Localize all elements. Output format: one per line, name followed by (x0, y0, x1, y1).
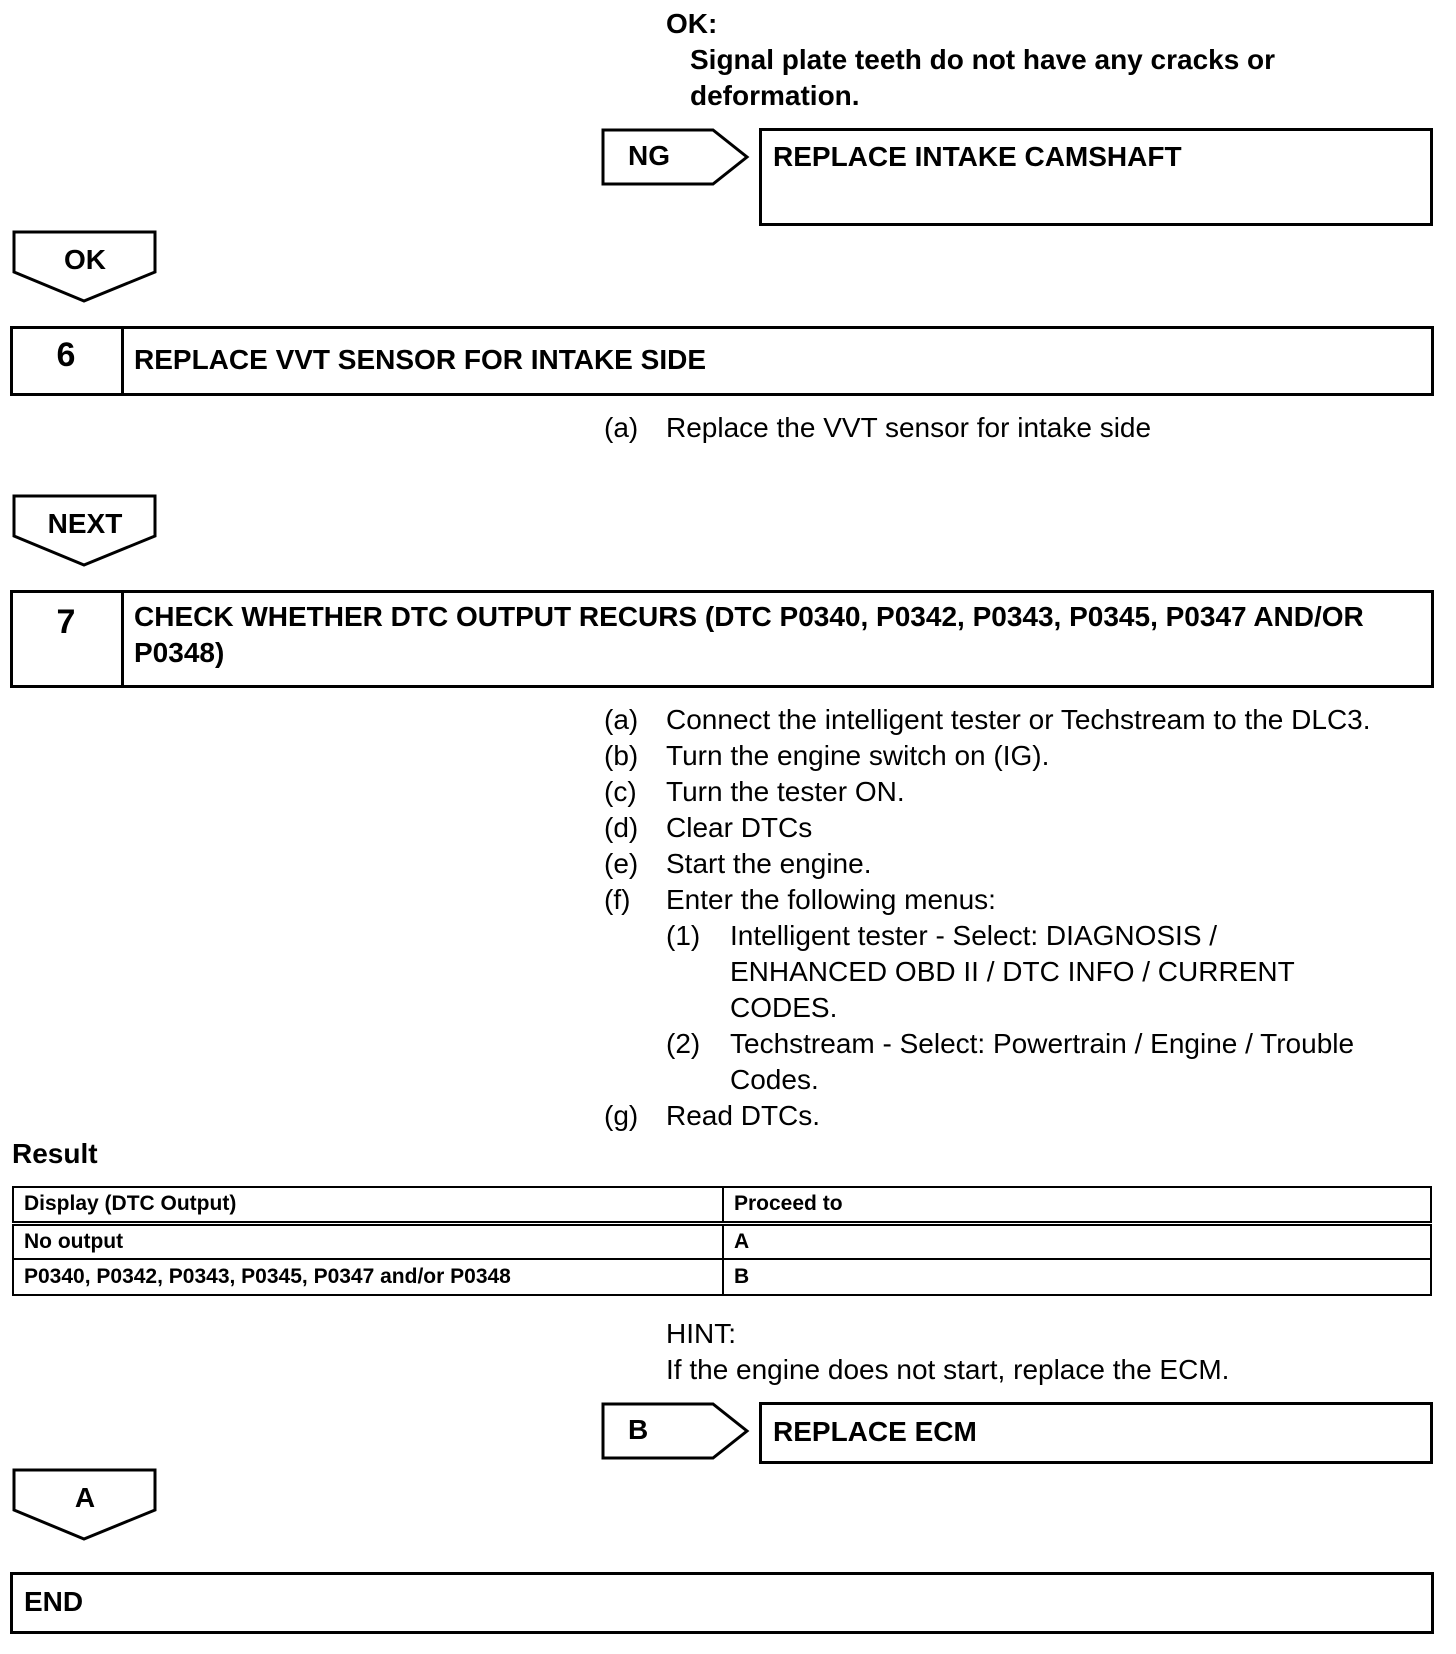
a-down-arrow-label: A (74, 1482, 96, 1513)
result-table (12, 1186, 1432, 1296)
table-cell: P0340, P0342, P0343, P0345, P0347 and/or P0348 (13, 1259, 723, 1295)
hint-label: HINT: (666, 1318, 736, 1349)
ng-branch-label: NG (628, 140, 670, 171)
step7-item-g-text: Read DTCs. (666, 1100, 821, 1131)
end-box (10, 1572, 1434, 1634)
step7-subitem-2-label: (2) (666, 1028, 701, 1059)
step6-item-text: Replace the VVT sensor for intake side (666, 412, 1152, 443)
ng-branch-arrow (601, 128, 751, 186)
step7-item-a-label: (a) (604, 704, 639, 735)
b-branch-arrow (601, 1402, 751, 1460)
step7-item-f-text: Enter the following menus: (666, 884, 996, 915)
step7-item-e-text: Start the engine. (666, 848, 872, 879)
step7-item-e-label: (e) (604, 848, 639, 879)
step7-subitem-1-label: (1) (666, 920, 701, 951)
end-label: END (24, 1586, 84, 1617)
step7-item-d-label: (d) (604, 812, 639, 843)
step7-subitem-2-text: Techstream - Select: Powertrain / Engine / Trouble Codes. (730, 1028, 1355, 1095)
result-heading: Result (12, 1138, 98, 1169)
step7-item-b-text: Turn the engine switch on (IG). (666, 740, 1050, 771)
ng-action-text: REPLACE INTAKE CAMSHAFT (773, 141, 1182, 172)
step7-title: CHECK WHETHER DTC OUTPUT RECURS (DTC P0340, P0342, P0343, P0345, P0347 AND/OR P0348) (134, 601, 1364, 668)
table-header-row (13, 1187, 1431, 1223)
b-branch-label: B (628, 1414, 649, 1445)
ok-down-arrow-label: OK (64, 244, 106, 275)
next-down-arrow-label: NEXT (47, 508, 123, 539)
step6-item-label: (a) (604, 412, 639, 443)
step7-item-b-label: (b) (604, 740, 639, 771)
step7-number: 7 (56, 603, 76, 641)
step7-item-g-label: (g) (604, 1100, 639, 1131)
table-row (13, 1223, 1431, 1259)
hint-text: If the engine does not start, replace the ECM. (666, 1354, 1230, 1385)
table-cell: B (723, 1259, 1431, 1295)
table-row (13, 1259, 1431, 1295)
step7-item-c-label: (c) (604, 776, 637, 807)
step7-item-d-text: Clear DTCs (666, 812, 813, 843)
table-cell: No output (13, 1223, 723, 1259)
step6-number: 6 (56, 336, 76, 374)
ok-condition-label: OK: (666, 8, 718, 39)
step7-item-c-text: Turn the tester ON. (666, 776, 905, 807)
step7-item-f-label: (f) (604, 884, 631, 915)
b-action-text: REPLACE ECM (773, 1416, 977, 1447)
step7-item-a-text: Connect the intelligent tester or Techstream to the DLC3. (666, 704, 1371, 735)
ok-condition-text: Signal plate teeth do not have any cracks or deformation. (690, 44, 1276, 111)
table-cell: A (723, 1223, 1431, 1259)
step6-title: REPLACE VVT SENSOR FOR INTAKE SIDE (134, 344, 706, 375)
table-header-cell: Display (DTC Output) (13, 1187, 723, 1223)
step7-subitem-1-text: Intelligent tester - Select: DIAGNOSIS / ENHANCED OBD II / DTC INFO / CURRENT CODES. (730, 920, 1295, 1023)
table-header-cell: Proceed to (723, 1187, 1431, 1223)
